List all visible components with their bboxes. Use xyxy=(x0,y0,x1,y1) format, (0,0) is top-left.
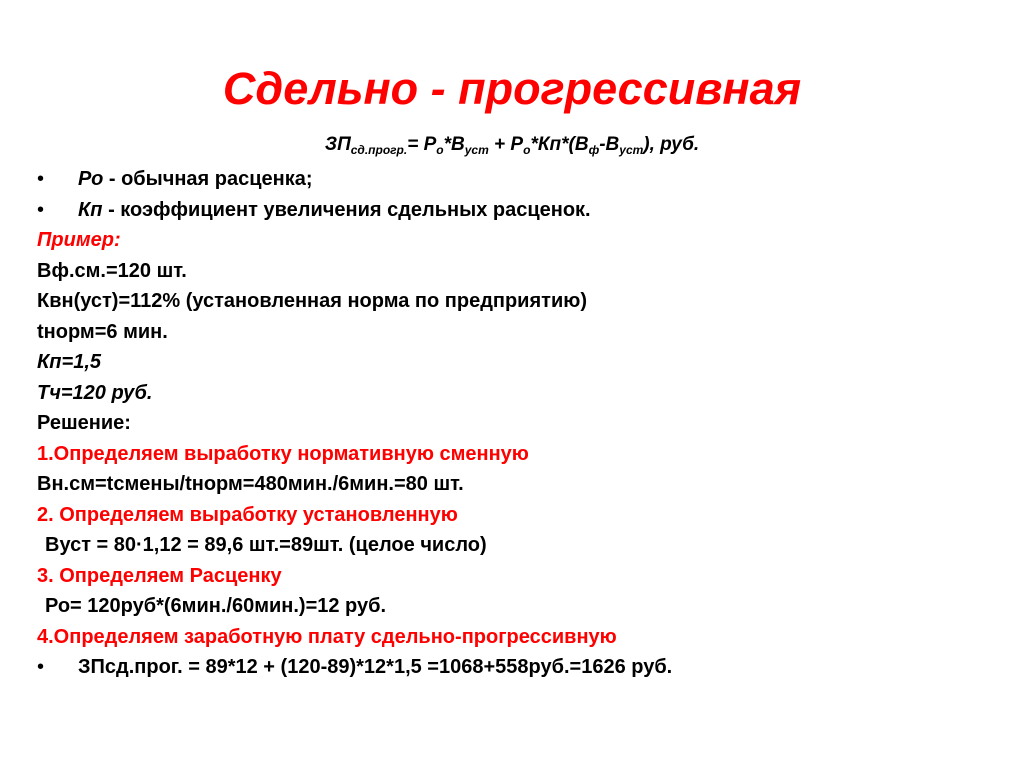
formula-lhs-sub: сд.прогр. xyxy=(350,143,408,157)
final-calculation xyxy=(37,652,997,683)
definition-text: - коэффициент увеличения сдельных расценок. xyxy=(102,198,591,221)
step-heading: 1.Определяем выработку нормативную сменную xyxy=(37,442,529,465)
given-line: Тч=120 руб. xyxy=(37,381,153,404)
formula-sub-o2: o xyxy=(523,143,531,157)
bullet-icon: • xyxy=(37,198,45,221)
final-calculation-text: ЗПсд.прог. = 89*12 + (120-89)*12*1,5 =1068+558руб.=1626 руб. xyxy=(78,656,673,678)
formula-sub-f: ф xyxy=(588,143,600,157)
step-calculation: Ро= 120руб*(6мин./60мин.)=12 руб. xyxy=(45,595,387,617)
formula xyxy=(0,133,1024,159)
formula-plus: + P xyxy=(488,134,524,155)
formula-mult1: *B xyxy=(443,134,465,155)
given-line: Вф.см.=120 шт. xyxy=(37,259,187,282)
formula-kp: *Кп*(B xyxy=(530,134,589,155)
solution-heading: Решение: xyxy=(37,412,131,434)
slide-title: Сдельно - прогрессивная xyxy=(222,63,802,114)
definition-term: Кп xyxy=(78,198,103,221)
step-heading: 3. Определяем Расценку xyxy=(37,564,282,587)
definition-text: - обычная расценка; xyxy=(103,168,313,190)
bullet-icon: • xyxy=(37,656,45,678)
given-line: tнорм=6 мин. xyxy=(37,320,168,343)
step-heading: 2. Определяем выработку установленную xyxy=(37,503,458,526)
formula-sub-o1: o xyxy=(436,143,444,157)
bullet-icon: • xyxy=(37,168,45,190)
definition-item xyxy=(37,195,997,226)
given-line: Квн(уст)=112% (установленная норма по предприятию) xyxy=(37,290,587,312)
formula-lhs: ЗП xyxy=(324,134,351,155)
formula-tail: ), руб. xyxy=(643,134,700,155)
formula-minus: -B xyxy=(599,134,620,155)
formula-sub-ust2: уст xyxy=(619,143,644,157)
formula-eq: = P xyxy=(407,134,437,155)
given-line: Кп=1,5 xyxy=(37,351,101,373)
definition-item xyxy=(37,164,997,195)
slide-body xyxy=(37,164,997,683)
example-heading: Пример: xyxy=(37,229,121,251)
step-heading: 4.Определяем заработную плату сдельно-прогрессивную xyxy=(37,625,617,648)
definition-term: Ро xyxy=(78,168,104,190)
step-calculation: Вуст = 80·1,12 = 89,6 шт.=89шт. (целое число) xyxy=(45,534,487,556)
step-calculation: Вн.см=tсмены/tнорм=480мин./6мин.=80 шт. xyxy=(37,473,464,495)
formula-sub-ust1: уст xyxy=(464,143,489,157)
